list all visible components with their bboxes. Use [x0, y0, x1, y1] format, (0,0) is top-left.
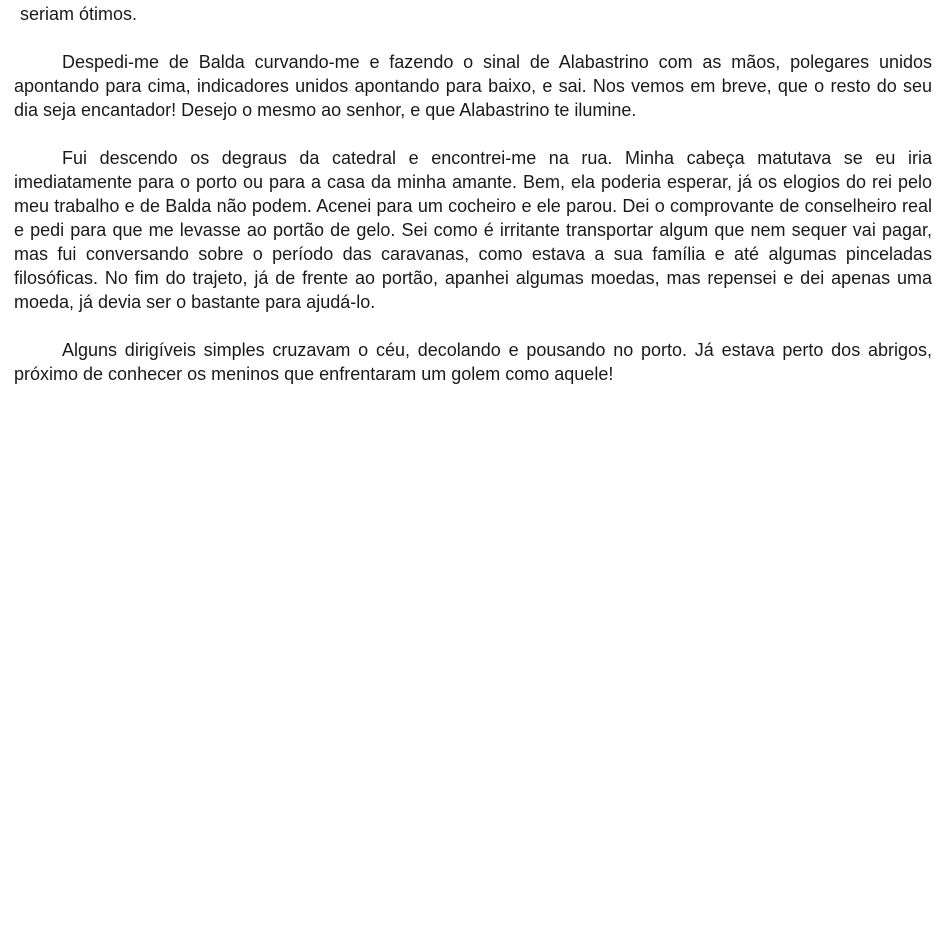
paragraph-continuation: seriam ótimos.	[20, 4, 138, 24]
paragraph-cathedral-steps: Fui descendo os degraus da catedral e encontrei-me na rua. Minha cabeça matutava se eu iria imediatamente para o porto ou para a casa da minha amante. Bem, ela poderia esperar, já os elogios do rei pelo meu trabalho e de Balda não podem. Acenei para um cocheiro e ele parou. Dei o comprovante de conselheiro real e pedi para que me levasse ao portão de gelo. Sei como é irritante transportar algum que nem sequer vai pagar, mas fui conversando sobre o período das caravanas, como estava a sua família e até algumas pinceladas filosóficas. No fim do trajeto, já de frente ao portão, apanhei algumas moedas, mas repensei e dei apenas uma moeda, já devia ser o bastante para ajudá-lo.	[14, 148, 932, 312]
paragraph-farewell-balda: Despedi-me de Balda curvando-me e fazendo o sinal de Alabastrino com as mãos, polegares unidos apontando para cima, indicadores unidos apontando para baixo, e sai. Nos vemos em breve, que o resto do seu dia seja encantador! Desejo o mesmo ao senhor, e que Alabastrino te ilumine.	[14, 52, 932, 120]
paragraph-airships: Alguns dirigíveis simples cruzavam o céu, decolando e pousando no porto. Já estava perto dos abrigos, próximo de conhecer os meninos que enfrentaram um golem como aquele!	[14, 340, 932, 384]
document-page	[14, 2, 932, 410]
